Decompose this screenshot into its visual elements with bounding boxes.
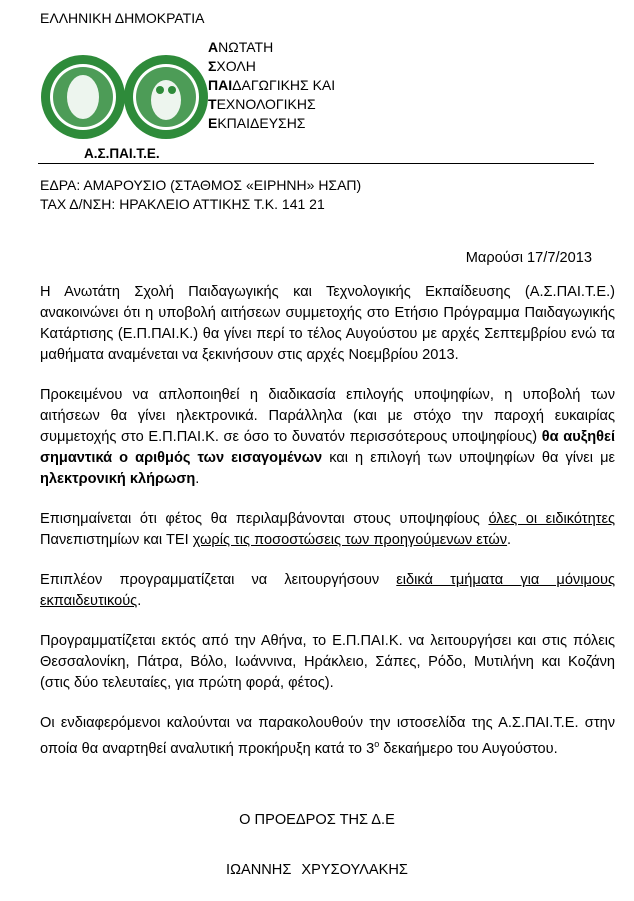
institution-acronym: Α.Σ.ΠΑΙ.Τ.Ε.: [84, 146, 160, 161]
institution-logo: [38, 52, 218, 142]
institution-name-line: ΑΝΩΤΑΤΗ: [208, 39, 274, 55]
announcement-paragraph: Οι ενδιαφερόμενοι καλούνται να παρακολουθούν την ιστοσελίδα της Α.Σ.ΠΑΙ.Τ.Ε. στην οποία θα αναρτηθεί αναλυτική προκήρυξη κατά το $3^o$ δεκαήμερο του Αυγούστου.: [40, 715, 615, 757]
institution-name-line: ΣΧΟΛΗ: [208, 58, 256, 74]
signature-title: Ο ΠΡΟΕΔΡΟΣ ΤΗΣ Δ.Ε: [239, 812, 395, 828]
address-block: [40, 176, 361, 214]
signature-name: ΙΩΑΝΝΗΣ ΧΡΥΣΟΥΛΑΚΗΣ: [226, 862, 408, 878]
announcement-paragraph: Η Ανωτάτη Σχολή Παιδαγωγικής και Τεχνολογικής Εκπαίδευσης (Α.Σ.ΠΑΙ.Τ.Ε.) ανακοινώνει ότι η υποβολή αιτήσεων συμμετοχής στο Ετήσιο Πρόγραμμα Παιδαγωγικής Κατάρτισης (Ε.Π.ΠΑΙ.Κ.) θα γίνει περί το τέλος Αυγούστου με αρχές Σεπτεμβρίου ενώ τα μαθήματα αναμένεται να ξεκινήσουν στις αρχές Νοεμβρίου 2013.: [40, 284, 615, 363]
country-header: ΕΛΛΗΝΙΚΗ ΔΗΜΟΚΡΑΤΙΑ: [40, 10, 205, 26]
announcement-paragraph: Προγραμματίζεται εκτός από την Αθήνα, το Ε.Π.ΠΑΙ.Κ. να λειτουργήσει και στις πόλεις Θεσσαλονίκη, Πάτρα, Βόλο, Ιωάννινα, Ηράκλειο, Σάπες, Ρόδο, Μυτιλήνη και Κοζάνη (στις δύο τελευταίες, για πρώτη φορά, φέτος).: [40, 633, 615, 691]
announcement-body: [40, 282, 615, 779]
announcement-paragraph: Επισημαίνεται ότι φέτος θα περιλαμβάνονται στους υποψηφίους όλες οι ειδικότητες Πανεπιστημίων και ΤΕΙ χωρίς τις ποσοστώσεις των προηγούμενων ετών.: [40, 511, 615, 548]
institution-name: [208, 38, 335, 133]
header-divider: [38, 163, 594, 164]
institution-name-line: ΤΕΧΝΟΛΟΓΙΚΗΣ: [208, 96, 316, 112]
institution-name-line: ΕΚΠΑΙΔΕΥΣΗΣ: [208, 115, 306, 131]
announcement-paragraph: Επιπλέον προγραμματίζεται να λειτουργήσουν ειδικά τμήματα για μόνιμους εκπαιδευτικούς.: [40, 572, 616, 609]
institution-name-line: ΠΑΙΔΑΓΩΓΙΚΗΣ ΚΑΙ: [208, 77, 336, 93]
document-date: Μαρούσι 17/7/2013: [465, 250, 592, 266]
postal-address: ΤΑΧ Δ/ΝΣΗ: ΗΡΑΚΛΕΙΟ ΑΤΤΙΚΗΣ Τ.Κ. 141 21: [40, 196, 325, 212]
seat-address: ΕΔΡΑ: ΑΜΑΡΟΥΣΙΟ (ΣΤΑΘΜΟΣ «ΕΙΡΗΝΗ» ΗΣΑΠ): [40, 177, 362, 193]
announcement-paragraph: Προκειμένου να απλοποιηθεί η διαδικασία επιλογής υποψηφίων, η υποβολή των αιτήσεων θα γίνει ηλεκτρονικά. Παράλληλα (και με στόχο την παροχή ευκαιρίας συμμετοχής στο Ε.Π.ΠΑΙ.Κ. σε όσο το δυνατόν περισσότερους υποψηφίους) θα αυξηθεί σημαντικά ο αριθμός των εισαγομένων και η επιλογή των υποψηφίων θα γίνει με ηλεκτρονική κλήρωση.: [40, 387, 615, 487]
